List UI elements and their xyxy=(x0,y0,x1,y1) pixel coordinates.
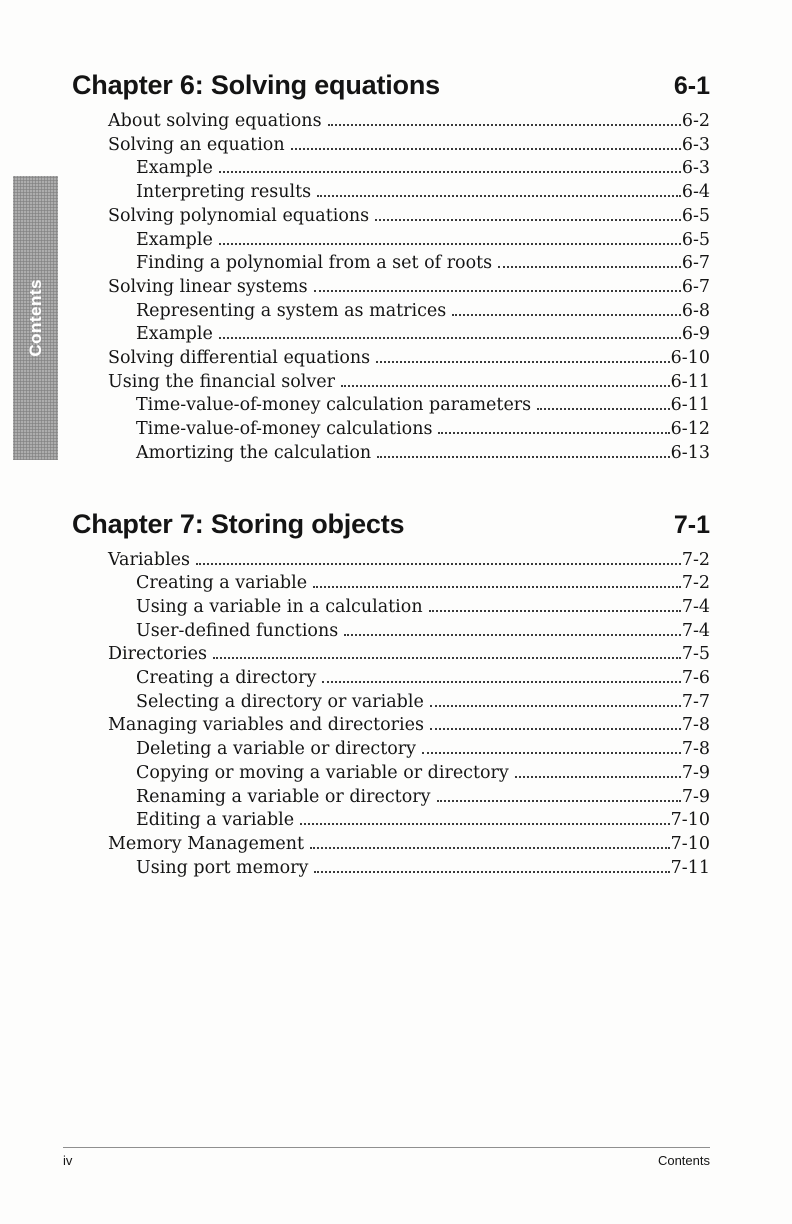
dot-leader xyxy=(376,361,670,363)
toc-entry-label: Example xyxy=(136,229,213,250)
toc-entry-page: 6-4 xyxy=(681,182,710,203)
toc-entry-page: 7-8 xyxy=(681,715,710,736)
chapter-page-number: 7-1 xyxy=(673,510,710,539)
dot-leader xyxy=(515,776,681,778)
footer-page-number: iv xyxy=(63,1153,73,1168)
toc-entry-label: Deleting a variable or directory xyxy=(136,739,417,760)
toc-entry-label: User-defined functions xyxy=(136,620,339,641)
toc-entry-label: Renaming a variable or directory xyxy=(136,786,431,807)
toc-entry-page: 7-8 xyxy=(681,739,710,760)
dot-leader xyxy=(291,148,681,150)
dot-leader xyxy=(437,800,681,802)
toc-entry-page: 7-10 xyxy=(670,833,710,854)
dot-leader xyxy=(219,337,681,339)
dot-leader xyxy=(219,171,681,173)
toc-entry-label: Using port memory xyxy=(136,857,309,878)
toc-entry-label: Solving linear systems xyxy=(108,276,308,297)
toc-entry-label: Amortizing the calculation xyxy=(136,442,372,463)
chapter-page-number: 6-1 xyxy=(673,72,710,100)
toc-entry xyxy=(136,667,710,691)
toc-entry-page: 6-13 xyxy=(670,442,710,463)
toc-entry xyxy=(108,371,710,395)
chapter-7-section xyxy=(72,509,710,881)
footer-section-label: Contents xyxy=(657,1153,710,1168)
page-footer xyxy=(63,1147,710,1168)
dot-leader xyxy=(314,290,681,292)
toc-entry-page: 6-5 xyxy=(681,205,710,226)
dot-leader xyxy=(429,610,681,612)
dot-leader xyxy=(498,266,681,268)
dot-leader xyxy=(322,681,680,683)
toc-entry xyxy=(136,181,710,205)
toc-entry xyxy=(136,572,710,596)
toc-entry-label: Creating a variable xyxy=(136,573,308,594)
dot-leader xyxy=(196,563,681,565)
toc-entry-label: Creating a directory xyxy=(136,668,317,689)
toc-entry-label: Variables xyxy=(108,549,190,570)
toc-entry-page: 7-9 xyxy=(681,762,710,783)
toc-entry-label: Solving differential equations xyxy=(108,348,371,369)
toc-entry-label: Directories xyxy=(108,644,208,665)
toc-entry-label: Managing variables and directories xyxy=(108,715,424,736)
toc-entry xyxy=(136,691,710,715)
toc-entry-label: Time-value-of-money calculation parameters xyxy=(136,395,532,416)
dot-leader xyxy=(430,705,681,707)
dot-leader xyxy=(422,752,681,754)
chapter-6-section xyxy=(72,70,710,466)
dot-leader xyxy=(313,586,681,588)
toc-entry-page: 7-2 xyxy=(681,549,710,570)
toc-entry xyxy=(136,442,710,466)
chapter-title: Chapter 6: Solving equations xyxy=(72,70,440,100)
side-tab-label: Contents xyxy=(25,279,45,357)
chapter-entries xyxy=(72,110,710,466)
toc-entry xyxy=(136,762,710,786)
toc-entry-page: 7-7 xyxy=(681,691,710,712)
toc-entry-page: 6-7 xyxy=(681,276,710,297)
toc-entry-label: Copying or moving a variable or directory xyxy=(136,762,509,783)
dot-leader xyxy=(341,385,670,387)
toc-entry-page: 7-4 xyxy=(681,620,710,641)
toc-entry-label: Editing a variable xyxy=(136,810,295,831)
chapter-entries xyxy=(72,549,710,881)
dot-leader xyxy=(219,243,681,245)
footer-row xyxy=(63,1148,710,1168)
toc-entry-page: 7-5 xyxy=(681,644,710,665)
dot-leader xyxy=(377,456,669,458)
toc-entry-label: Example xyxy=(136,158,213,179)
toc-entry-page: 6-12 xyxy=(670,419,710,440)
toc-entry xyxy=(108,714,710,738)
dot-leader xyxy=(328,124,681,126)
chapter-heading xyxy=(72,70,710,101)
dot-leader xyxy=(310,847,670,849)
dot-leader xyxy=(430,728,681,730)
toc-entry-label: Using a variable in a calculation xyxy=(136,596,423,617)
toc-entry-label: Solving an equation xyxy=(108,134,285,155)
toc-entry xyxy=(108,549,710,573)
toc-entry-page: 6-7 xyxy=(681,253,710,274)
toc-entry-page: 7-2 xyxy=(681,573,710,594)
toc-entry xyxy=(136,229,710,253)
toc-entry-page: 6-3 xyxy=(681,158,710,179)
dot-leader xyxy=(438,432,669,434)
toc-entry-label: Using the financial solver xyxy=(108,371,335,392)
toc-entry-page: 6-11 xyxy=(670,371,710,392)
toc-entry-page: 6-3 xyxy=(681,134,710,155)
toc-entry-label: Representing a system as matrices xyxy=(136,300,447,321)
toc-entry-page: 6-10 xyxy=(670,348,710,369)
toc-entry xyxy=(136,620,710,644)
toc-entry-page: 7-4 xyxy=(681,596,710,617)
toc-entry-page: 6-5 xyxy=(681,229,710,250)
toc-entry-page: 6-8 xyxy=(681,300,710,321)
toc-entry xyxy=(108,643,710,667)
toc-entry xyxy=(136,857,710,881)
toc-entry xyxy=(136,738,710,762)
toc-entry-label: Finding a polynomial from a set of roots xyxy=(136,253,493,274)
toc-entry-label: Solving polynomial equations xyxy=(108,205,370,226)
toc-entry-page: 7-9 xyxy=(681,786,710,807)
toc-entry xyxy=(108,205,710,229)
toc-entry-label: Example xyxy=(136,324,213,345)
toc-entry-page: 6-2 xyxy=(681,111,710,131)
toc-entry xyxy=(108,134,710,158)
toc-entry xyxy=(136,809,710,833)
toc-entry xyxy=(136,252,710,276)
toc-entry-page: 7-6 xyxy=(681,668,710,689)
chapter-heading xyxy=(72,509,710,540)
toc-entry xyxy=(136,418,710,442)
chapter-title: Chapter 7: Storing objects xyxy=(72,508,405,539)
toc-entry xyxy=(108,276,710,300)
dot-leader xyxy=(300,823,670,825)
toc-entry xyxy=(136,394,710,418)
dot-leader xyxy=(213,657,681,659)
toc-entry-label: Selecting a directory or variable xyxy=(136,691,424,712)
dot-leader xyxy=(344,634,681,636)
toc-entry-label: Time-value-of-money calculations xyxy=(136,419,433,440)
toc-entry-page: 6-9 xyxy=(681,324,710,345)
toc-entry xyxy=(136,157,710,181)
dot-leader xyxy=(452,314,681,316)
toc-entry xyxy=(136,300,710,324)
toc-entry-label: About solving equations xyxy=(108,111,322,131)
toc-entry-label: Memory Management xyxy=(108,833,305,854)
toc-entry-page: 7-11 xyxy=(670,857,710,878)
toc-entry-label: Interpreting results xyxy=(136,182,312,203)
dot-leader xyxy=(537,408,670,410)
dot-leader xyxy=(317,195,681,197)
toc-entry xyxy=(108,833,710,857)
toc-entry xyxy=(136,786,710,810)
contents-side-tab xyxy=(13,176,58,460)
toc-entry-page: 7-10 xyxy=(670,810,710,831)
toc-entry xyxy=(136,323,710,347)
toc-entry-page: 6-11 xyxy=(670,395,710,416)
dot-leader xyxy=(314,871,669,873)
toc-entry xyxy=(108,110,710,134)
dot-leader xyxy=(375,219,681,221)
toc-entry xyxy=(108,347,710,371)
toc-entry xyxy=(136,596,710,620)
toc-content xyxy=(72,70,710,880)
